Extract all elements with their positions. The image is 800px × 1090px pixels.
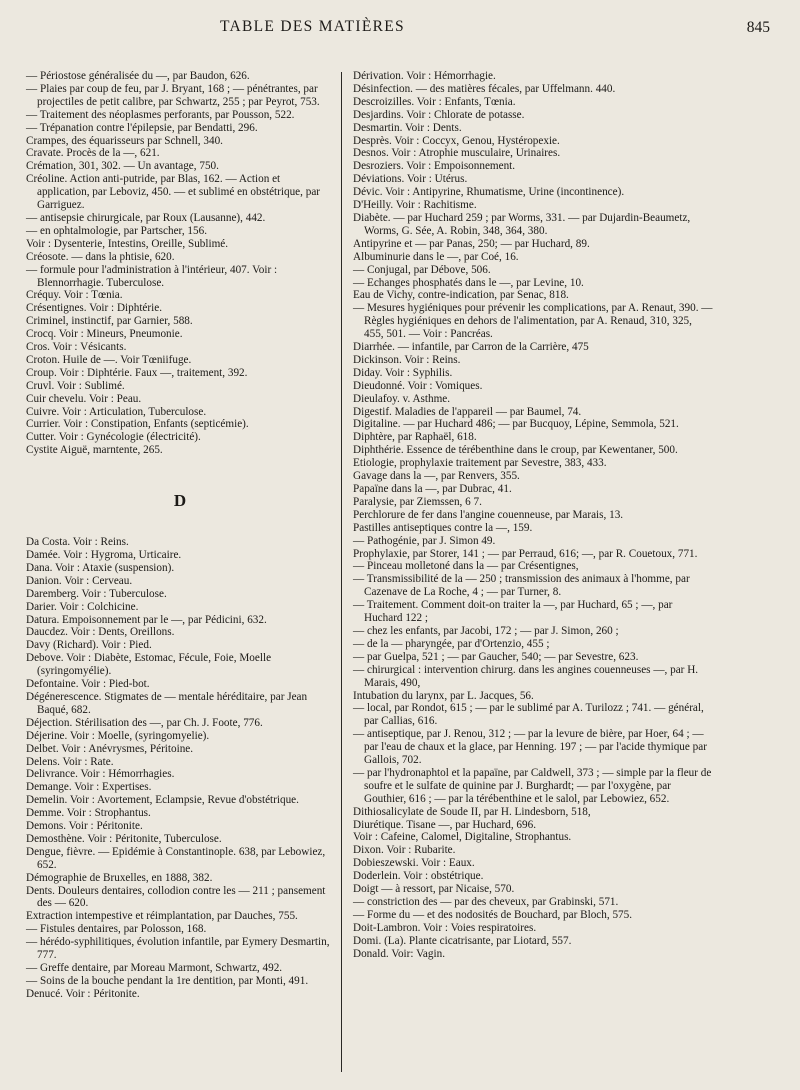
index-entry: Descroizilles. Voir : Enfants, Tœnia. (353, 95, 516, 108)
index-entry: — par l'hydronaphtol et la papaïne, par Caldwell, 373 ; — simple par la fleur de soufre et le sulfate de quinine par J. Burghardt; — par l'oxygène, par Gouthier, 616 ; — par la térébenthine et le salol, par Lebowiez, 652. (353, 766, 712, 805)
index-entry: — Soins de la bouche pendant la 1re dentition, par Monti, 491. (26, 974, 309, 987)
index-entry: — Forme du — et des nodosités de Bouchard, par Bloch, 575. (353, 908, 633, 921)
index-entry: Dérivation. Voir : Hémorrhagie. (353, 70, 496, 82)
index-entry: Crampes, des équarisseurs par Schnell, 340. (26, 134, 223, 147)
index-entry: Déviations. Voir : Utérus. (353, 173, 468, 186)
index-entry: Démographie de Bruxelles, en 1888, 382. (26, 871, 213, 884)
index-entry: Demange. Voir : Expertises. (26, 781, 152, 794)
index-entry: Cutter. Voir : Gynécologie (électricité). (26, 431, 201, 444)
index-entry: Donald. Voir: Vagin. (353, 947, 445, 960)
index-entry: Créquy. Voir : Tœnia. (26, 289, 123, 302)
index-entry: Desroziers. Voir : Empoisonnement. (353, 160, 516, 173)
index-entry: Cuir chevelu. Voir : Peau. (26, 392, 142, 405)
index-entry: — Périostose généralisée du —, par Baudon, 626. (26, 70, 250, 82)
section-letter: D (173, 491, 188, 511)
left-column (26, 70, 335, 1001)
index-entry: Déjection. Stérilisation des —, par Ch. J. Foote, 776. (26, 716, 263, 729)
index-entry: Cuivre. Voir : Articulation, Tuberculose. (26, 405, 207, 418)
index-entry: — Traitement des néoplasmes perforants, par Pousson, 522. (26, 108, 295, 121)
index-entry: Desmartin. Voir : Dents. (353, 121, 462, 134)
index-entry: Albuminurie dans le —, par Coé, 16. (353, 250, 519, 263)
index-entry: Dévic. Voir : Antipyrine, Rhumatisme, Urine (incontinence). (353, 186, 625, 199)
index-entry: Diday. Voir : Syphilis. (353, 366, 453, 379)
index-entry: Doigt — à ressort, par Nicaise, 570. (353, 883, 515, 896)
index-entry: Dixon. Voir : Rubarite. (353, 844, 456, 857)
index-entry: Demosthène. Voir : Péritonite, Tuberculose. (26, 832, 222, 845)
index-entry: Currier. Voir : Constipation, Enfants (septicémie). (26, 418, 249, 431)
index-entry: Dieulafoy. v. Asthme. (353, 392, 451, 405)
index-entry: Damée. Voir : Hygroma, Urticaire. (26, 549, 182, 561)
index-entry: Cruvl. Voir : Sublimé. (26, 379, 125, 392)
index-entry: — Pinceau molletoné dans la — par Crésentignes, (353, 560, 579, 573)
index-entry: — par Guelpa, 521 ; — par Gaucher, 540; — par Sevestre, 623. (353, 650, 639, 663)
index-entry: Antipyrine et — par Panas, 250; — par Huchard, 89. (353, 237, 590, 250)
right-column (353, 70, 713, 961)
index-entry: — Traitement. Comment doit-on traiter la —, par Huchard, 65 ; —, par Huchard 122 ; (353, 599, 673, 625)
index-entry: Eau de Vichy, contre-indication, par Senac, 818. (353, 289, 569, 302)
index-entry: Extraction intempestive et réimplantation, par Dauches, 755. (26, 910, 298, 923)
index-entry: — antiseptique, par J. Renou, 312 ; — par la levure de bière, par Hoer, 64 ; — par l'eau de chaux et la glace, par Henning. 197 ; — par l'acide thymique par Gallois, 702. (353, 728, 707, 767)
index-entry: Desnos. Voir : Atrophie musculaire, Urinaires. (353, 147, 561, 160)
index-entry: Diphtère, par Raphaël, 618. (353, 431, 477, 444)
index-entry: Dieudonné. Voir : Vomiques. (353, 379, 483, 392)
index-entry: — Greffe dentaire, par Moreau Marmont, Schwartz, 492. (26, 962, 283, 974)
index-entry: Cystite Aiguë, marntente, 265. (26, 444, 163, 457)
index-entry: Criminel, instinctif, par Garnier, 588. (26, 315, 193, 328)
index-entry: Déjerine. Voir : Moelle, (syringomyelie). (26, 729, 210, 742)
index-entry: Papaïne dans la —, par Dubrac, 41. (353, 483, 512, 495)
column-divider (341, 72, 342, 1072)
index-entry: Doit-Lambron. Voir : Voies respiratoires. (353, 921, 537, 934)
index-entry: — chirurgical : intervention chirurg. dans les angines couenneuses —, par H. Marais, 490, (353, 663, 699, 689)
index-entry: Dickinson. Voir : Reins. (353, 353, 461, 366)
index-entry: Daucdez. Voir : Dents, Oreillons. (26, 626, 175, 639)
index-entry: Diurétique. Tisane —, par Huchard, 696. (353, 818, 537, 831)
index-entry: Dobieszewski. Voir : Eaux. (353, 857, 475, 870)
index-entry: Prophylaxie, par Storer, 141 ; — par Perraud, 616; —, par R. Couetoux, 771. (353, 547, 698, 560)
index-entry: Demons. Voir : Péritonite. (26, 820, 143, 833)
index-entry: — hérédo-syphilitiques, évolution infantile, par Eymery Desmartin, 777. (26, 936, 330, 962)
index-entry: Voir : Dysenterie, Intestins, Oreille, Sublimé. (26, 237, 229, 250)
index-entry: — Plaies par coup de feu, par J. Bryant, 168 ; — pénétrantes, par projectiles de petit calibre, par Schwartz, 255 ; par Peyrot, 753. (26, 82, 320, 108)
index-entry: — Echanges phosphatés dans le —, par Levine, 10. (353, 276, 584, 289)
index-entry: Delens. Voir : Rate. (26, 755, 114, 768)
index-entry: Etiologie, prophylaxie traitement par Sevestre, 383, 433. (353, 457, 607, 470)
index-entry: Dithiosalicylate de Soude II, par H. Lindesborn, 518, (353, 805, 591, 818)
index-entry: Diabète. — par Huchard 259 ; par Worms, 331. — par Dujardin-Beaumetz, Worms, G. Sée, A. Robin, 348, 364, 380. (353, 211, 691, 237)
index-entry: Diarrhée. — infantile, par Carron de la Carrière, 475 (353, 341, 589, 354)
index-entry: Demelin. Voir : Avortement, Eclampsie, Revue d'obstétrique. (26, 794, 299, 807)
index-entry: Defontaine. Voir : Pied-bot. (26, 678, 150, 691)
index-entry: Digitaline. — par Huchard 486; — par Bucquoy, Lépine, Semmola, 521. (353, 418, 679, 431)
index-entry: Delivrance. Voir : Hémorrhagies. (26, 768, 175, 781)
index-entry: Daremberg. Voir : Tuberculose. (26, 587, 167, 600)
index-entry: Crémation, 301, 302. — Un avantage, 750. (26, 160, 219, 173)
index-entry: Delbet. Voir : Anévrysmes, Péritoine. (26, 742, 194, 755)
index-entry: Cros. Voir : Vésicants. (26, 341, 127, 354)
index-entry: Créosote. — dans la phtisie, 620. (26, 250, 175, 263)
index-entry: Dengue, fièvre. — Epidémie à Constantinople. 638, par Lebowiez, 652. (26, 845, 326, 871)
index-entry: Datura. Empoisonnement par le —, par Pédicini, 632. (26, 613, 267, 626)
index-entry: Desjardins. Voir : Chlorate de potasse. (353, 108, 525, 121)
index-entry: — Mesures hygiéniques pour prévenir les complications, par A. Renaut, 390. — Règles hygiéniques en dehors de l'alimentation, par A. Renaud, 310, 325, 455, 501. — Voir : Pancréas. (353, 302, 713, 341)
index-entry: Dana. Voir : Ataxie (suspension). (26, 561, 175, 574)
index-entry: Pastilles antiseptiques contre la —, 159. (353, 521, 533, 534)
index-entry: — Fistules dentaires, par Polosson, 168. (26, 923, 207, 936)
index-entry: — de la — pharyngée, par d'Ortenzio, 455 ; (353, 637, 550, 650)
index-entry: D'Heilly. Voir : Rachitisme. (353, 199, 477, 212)
index-entry: — local, par Rondot, 615 ; — par le sublimé par A. Turilozz ; 741. — général, par Callias, 616. (353, 702, 704, 728)
index-entry: Dents. Douleurs dentaires, collodion contre les — 211 ; pansement des — 620. (26, 884, 326, 910)
index-entry: — Transmissibilité de la — 250 ; transmission des animaux à l'homme, par Cazenave de La Roche, 4 ; — par Turner, 8. (353, 573, 690, 599)
index-entry: Croup. Voir : Diphtérie. Faux —, traitement, 392. (26, 366, 248, 379)
index-entry: Intubation du larynx, par L. Jacques, 56. (353, 689, 534, 702)
index-entry: Désinfection. — des matières fécales, par Uffelmann. 440. (353, 82, 616, 95)
index-entry: Demme. Voir : Strophantus. (26, 807, 151, 820)
index-entry: Dégénerescence. Stigmates de — mentale héréditaire, par Jean Baqué, 682. (26, 690, 308, 716)
index-entry: Digestif. Maladies de l'appareil — par Baumel, 74. (353, 405, 582, 418)
index-entry: Desprès. Voir : Coccyx, Genou, Hystéropexie. (353, 134, 560, 147)
index-entry: Croton. Huile de —. Voir Tœniifuge. (26, 353, 192, 366)
index-entry: Diphthérie. Essence de térébenthine dans le croup, par Kewentaner, 500. (353, 444, 678, 457)
index-entry: Gavage dans la —, par Renvers, 355. (353, 470, 520, 483)
index-entry: Cravate. Procès de la —, 621. (26, 147, 160, 160)
index-entry: Perchlorure de fer dans l'angine couenneuse, par Marais, 13. (353, 508, 624, 521)
index-entry: — constriction des — par des cheveux, par Grabinski, 571. (353, 896, 619, 908)
index-entry: Domi. (La). Plante cicatrisante, par Liotard, 557. (353, 934, 572, 947)
index-entry: Debove. Voir : Diabète, Estomac, Fécule, Foie, Moelle (syringomyélie). (26, 652, 272, 678)
index-entry: — Pathogénie, par J. Simon 49. (353, 534, 496, 547)
index-entry: — chez les enfants, par Jacobi, 172 ; — par J. Simon, 260 ; (353, 624, 619, 637)
index-entry: Paralysie, par Ziemssen, 6 7. (353, 495, 482, 508)
index-entry: — Conjugal, par Débove, 506. (353, 263, 491, 276)
index-entry: Doderlein. Voir : obstétrique. (353, 870, 484, 883)
index-entry: — formule pour l'administration à l'intérieur, 407. Voir : Blennorrhagie. Tuberculose. (26, 263, 278, 289)
page-title: TABLE DES MATIÈRES (220, 18, 405, 35)
index-entry: — antisepsie chirurgicale, par Roux (Lausanne), 442. (26, 211, 266, 224)
index-entry: Da Costa. Voir : Reins. (26, 536, 129, 549)
page-header (0, 18, 800, 42)
index-entry: Danion. Voir : Cerveau. (26, 574, 133, 587)
index-entry: Darier. Voir : Colchicine. (26, 600, 139, 613)
index-entry: — en ophtalmologie, par Partscher, 156. (26, 224, 207, 237)
index-entry: — Trépanation contre l'épilepsie, par Bendatti, 296. (26, 121, 258, 134)
index-entry: Davy (Richard). Voir : Pied. (26, 639, 152, 652)
page-number: 845 (746, 19, 770, 36)
index-entry: Denucé. Voir : Péritonite. (26, 987, 140, 1000)
index-entry: Crésentignes. Voir : Diphtérie. (26, 302, 162, 315)
index-entry: Créoline. Action anti-putride, par Blas, 162. — Action et application, par Leboviz, 450. — et sublimé en obstétrique, par Garriguez. (26, 173, 321, 212)
index-entry: Crocq. Voir : Mineurs, Pneumonie. (26, 328, 183, 341)
index-entry: Voir : Cafeine, Calomel, Digitaline, Strophantus. (353, 831, 572, 844)
